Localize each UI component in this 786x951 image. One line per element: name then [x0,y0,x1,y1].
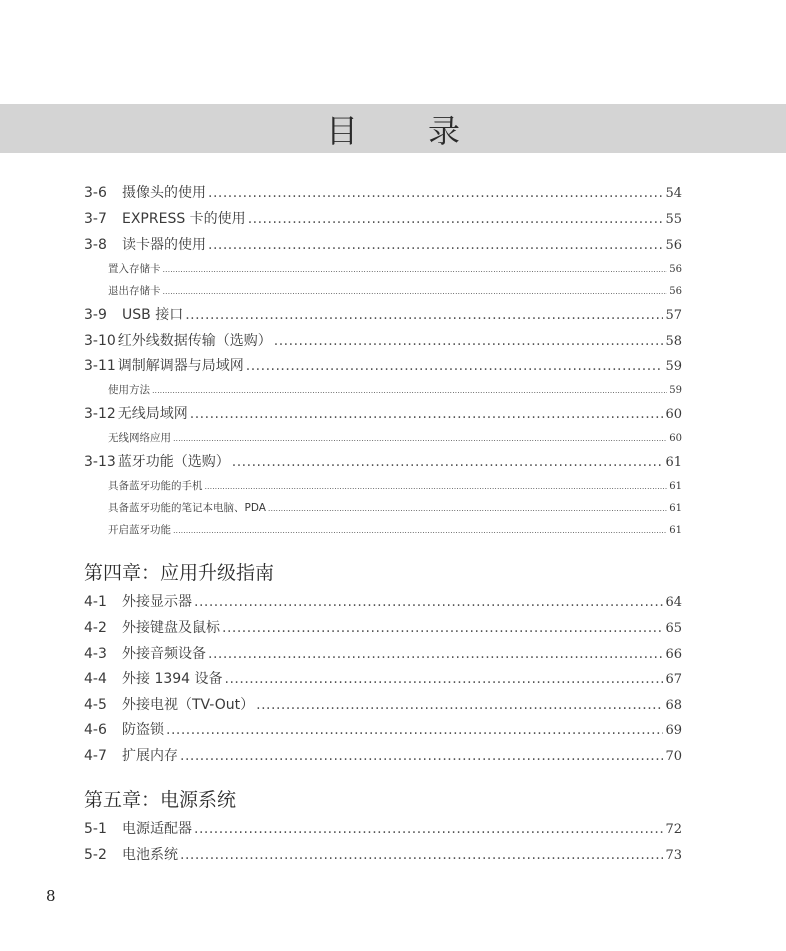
toc-subentry[interactable] [108,283,682,299]
toc-entry[interactable] [84,695,682,715]
toc-entry-number: 4-7 [84,748,107,764]
leader-dots [225,669,664,689]
toc-entry-page: 64 [665,595,682,610]
leader-dots [246,356,664,376]
toc-entry-page: 61 [665,455,682,470]
page-title: 目录 [325,111,530,150]
toc-entry-title: 外接电视（TV-Out） [122,697,255,713]
toc-entry-number: 3-9 [84,307,107,323]
leader-dots [208,644,663,664]
toc-entry-page: 65 [665,621,682,636]
toc-entry-title: 防盗锁 [122,722,164,738]
toc-subentry[interactable] [108,261,682,277]
toc-subentry-title: 开启蓝牙功能 [108,524,171,536]
leader-dots [185,305,663,325]
toc-entry-number: 4-1 [84,594,107,610]
toc-subentry-title: 退出存储卡 [108,285,161,297]
toc-entry[interactable] [84,404,682,424]
toc-entry[interactable] [84,669,682,689]
toc-subentry[interactable] [108,430,682,446]
toc-entry-number: 4-5 [84,697,107,713]
toc-entry-number: 4-4 [84,671,107,687]
toc-entry-title: 红外线数据传输（选购） [117,333,272,349]
toc-entry[interactable] [84,644,682,664]
toc-entry-number: 4-3 [84,646,107,662]
toc-entry-title: 读卡器的使用 [122,237,206,253]
leader-dots [173,430,667,447]
toc-entry-number: 5-2 [84,847,107,863]
toc-entry-number: 3-7 [84,211,107,227]
toc-subentry-page: 61 [669,525,682,536]
leader-dots [180,845,663,865]
toc-entry-number: 4-6 [84,722,107,738]
toc-entry-page: 72 [665,822,682,837]
leader-dots [194,819,663,839]
toc-subentry-page: 56 [669,286,682,297]
toc-entry-title: USB 接口 [122,307,184,323]
toc-entry[interactable] [84,356,682,376]
toc-entry-title: EXPRESS 卡的使用 [122,211,246,227]
toc-entry-title: 扩展内存 [122,748,178,764]
leader-dots [173,522,667,539]
toc-entry-page: 58 [665,334,682,349]
toc-entry-title: 外接键盘及鼠标 [122,620,220,636]
leader-dots [256,695,663,715]
toc-entry-number: 5-1 [84,821,107,837]
toc-subentry-page: 59 [669,385,682,396]
toc-entry-page: 59 [665,359,682,374]
header-banner [0,104,786,153]
toc-subentry-title: 无线网络应用 [108,432,171,444]
toc-subentry[interactable] [108,522,682,538]
toc-entry-page: 54 [665,186,682,201]
toc-entry[interactable] [84,592,682,612]
toc-entry-page: 60 [665,407,682,422]
toc-entry-number: 3-13 [84,454,116,470]
toc-entry-number: 3-8 [84,237,107,253]
toc-entry-title: 外接音频设备 [122,646,206,662]
leader-dots [194,592,663,612]
toc-entry-title: 蓝牙功能（选购） [117,454,230,470]
toc-subentry-title: 置入存储卡 [108,263,161,275]
leader-dots [152,382,667,399]
toc-entry-title: 电池系统 [122,847,178,863]
toc-entry-number: 3-6 [84,185,107,201]
toc-entry-page: 55 [665,212,682,227]
toc-entry-title: 外接显示器 [122,594,192,610]
toc-entry-page: 57 [665,308,682,323]
toc-entry[interactable] [84,618,682,638]
toc-subentry-page: 60 [669,433,682,444]
toc-entry[interactable] [84,819,682,839]
leader-dots [208,235,663,255]
toc-entry-title: 无线局域网 [117,406,188,422]
toc-subentry-page: 61 [669,481,682,492]
toc-subentry-title: 具备蓝牙功能的笔记本电脑、PDA [108,502,266,514]
leader-dots [205,478,668,495]
toc-entry-number: 3-12 [84,406,116,422]
toc-entry[interactable] [84,183,682,203]
toc-subentry[interactable] [108,500,682,516]
page-number: 8 [46,887,56,905]
toc-entry[interactable] [84,452,682,472]
toc-entry[interactable] [84,746,682,766]
toc-entry[interactable] [84,235,682,255]
toc-entry-title: 摄像头的使用 [122,185,206,201]
toc-entry[interactable] [84,209,682,229]
toc-entry[interactable] [84,845,682,865]
toc-entry-title: 外接 1394 设备 [122,671,223,687]
leader-dots [180,746,663,766]
toc-entry-page: 67 [665,672,682,687]
toc-entry-page: 69 [665,723,682,738]
leader-dots [248,209,664,229]
leader-dots [274,331,664,351]
toc-entry-number: 3-11 [84,358,116,374]
toc-subentry[interactable] [108,478,682,494]
toc-entry-title: 调制解调器与局域网 [117,358,244,374]
toc-entry-page: 70 [665,749,682,764]
leader-dots [190,404,664,424]
leader-dots [268,500,667,517]
toc-subentry-page: 61 [669,503,682,514]
toc-entry-page: 56 [665,238,682,253]
toc-subentry-title: 具备蓝牙功能的手机 [108,480,203,492]
toc-entry[interactable] [84,331,682,351]
toc-entry-title: 电源适配器 [122,821,192,837]
toc-entry-number: 4-2 [84,620,107,636]
toc-entry-page: 68 [665,698,682,713]
toc-entry-number: 3-10 [84,333,116,349]
toc-entry[interactable] [84,305,682,325]
chapter4-heading: 第四章：应用升级指南 [84,562,275,584]
leader-dots [222,618,663,638]
leader-dots [208,183,663,203]
chapter5-heading: 第五章：电源系统 [84,789,237,811]
leader-dots [166,720,663,740]
toc-entry-page: 73 [665,848,682,863]
toc-subentry-title: 使用方法 [108,384,150,396]
toc-subentry[interactable] [108,382,682,398]
leader-dots [163,261,668,278]
toc-entry-page: 66 [665,647,682,662]
leader-dots [232,452,664,472]
toc-subentry-page: 56 [669,264,682,275]
toc-entry[interactable] [84,720,682,740]
leader-dots [163,283,668,300]
